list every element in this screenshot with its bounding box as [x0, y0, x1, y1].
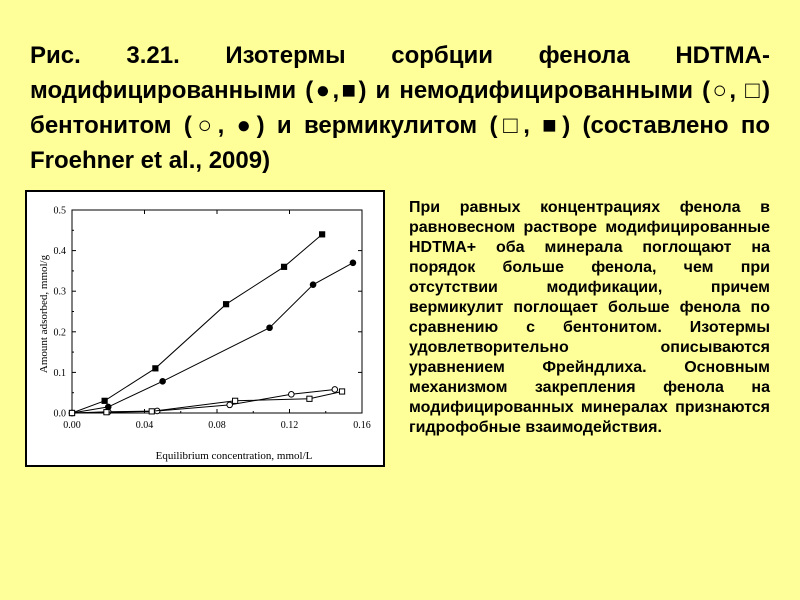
- x-tick-label: 0.16: [353, 420, 371, 431]
- series-line: [72, 392, 342, 414]
- chart-axes: [54, 206, 371, 432]
- data-point-circle: [160, 379, 166, 385]
- plot-frame: [72, 210, 362, 413]
- x-tick-label: 0.12: [280, 420, 299, 431]
- x-tick-label: 0.04: [135, 420, 154, 431]
- y-tick-label: 0.0: [53, 408, 66, 420]
- x-tick-label: 0.08: [208, 420, 226, 431]
- y-tick-label: 0.3: [53, 286, 66, 298]
- y-tick-label: 0.1: [53, 367, 66, 379]
- slide-title: Рис. 3.21. Изотермы сорбции фенола HDTMA-модифицированными (●,■) и немодифицированными (○, □) бентонитом (○, ●) и вермикулитом (□, ■) (составлено по Froehner et al., 2009): [30, 42, 770, 174]
- data-point-square: [149, 409, 154, 414]
- data-point-circle: [332, 387, 338, 393]
- series-line: [72, 234, 322, 413]
- data-point-square: [69, 410, 74, 415]
- y-tick-label: 0.2: [53, 327, 66, 339]
- data-point-square: [320, 232, 325, 237]
- description-text: При равных концентрациях фенола в равновесном растворе модифицированные HDTMA+ оба минерала поглощают на порядок больше фенола, чем при отсутствии модификации, причем вермикулит поглощает больше фенола по сравнению с бентонитом. Изотермы удовлетворительно описываются уравнением Фрейндлиха. Основным механизмом закрепления фенола на модифицированных минералах признаются гидрофобные взаимодействия.: [409, 199, 770, 436]
- data-point-square: [153, 366, 158, 371]
- adsorption-isotherm-chart: [25, 190, 385, 467]
- data-point-square: [339, 389, 344, 394]
- data-point-square: [223, 302, 228, 307]
- data-point-square: [102, 398, 107, 403]
- series-line: [72, 390, 335, 414]
- series-filled-square: [69, 232, 324, 416]
- data-point-circle: [227, 402, 233, 408]
- chart-canvas: [27, 192, 383, 465]
- data-point-square: [307, 396, 312, 401]
- y-tick-label: 0.4: [53, 246, 66, 258]
- data-point-circle: [267, 325, 273, 331]
- x-axis-label: Equilibrium concentration, mmol/L: [155, 450, 313, 462]
- data-point-square: [281, 264, 286, 269]
- data-point-circle: [310, 282, 316, 288]
- data-point-circle: [289, 392, 295, 398]
- chart-series: [69, 232, 356, 416]
- data-point-circle: [350, 260, 356, 266]
- x-tick-label: 0.00: [63, 420, 81, 431]
- y-tick-label: 0.5: [53, 205, 66, 217]
- data-point-square: [233, 398, 238, 403]
- y-axis-label: Amount adsorbed, mmol/g: [38, 254, 50, 374]
- data-point-square: [104, 410, 109, 415]
